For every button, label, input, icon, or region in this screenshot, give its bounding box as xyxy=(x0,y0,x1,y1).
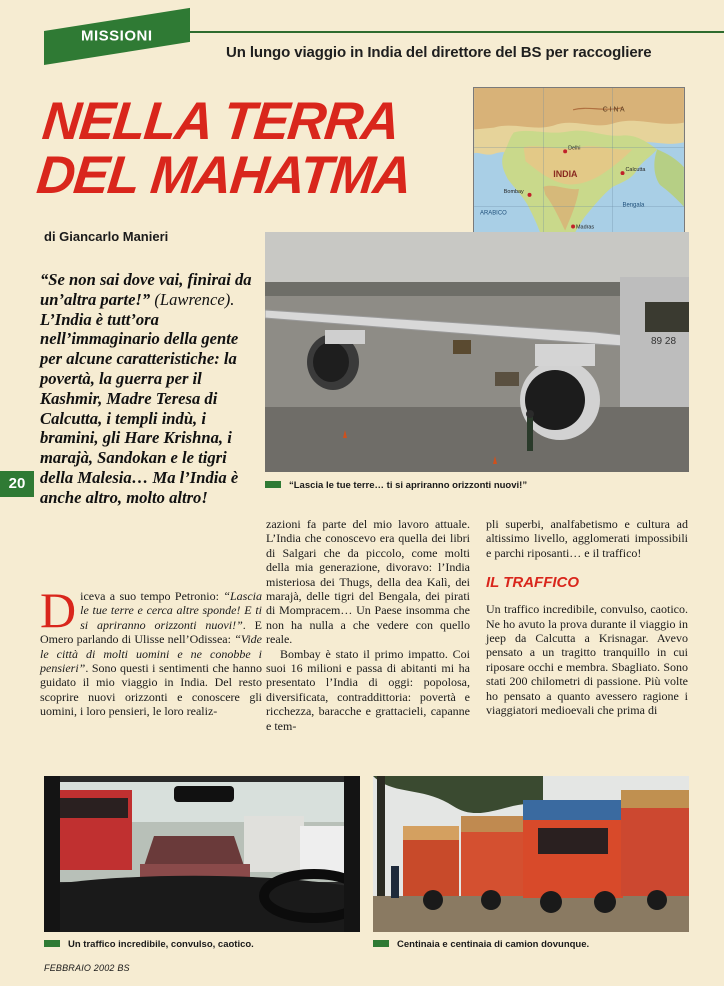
pull-quote-citation: “Se non sai dove vai, finirai da un’altra parte!” xyxy=(40,270,252,309)
column-3-paragraph-1: pli superbi, analfabetismo e cultura ad altissimo livello, agglomerati impossibili e parchi riposanti… e il traffico! xyxy=(486,517,688,560)
page-footer: FEBBRAIO 2002 BS xyxy=(44,963,130,973)
map-label-delhi: Delhi xyxy=(568,145,581,152)
headline-line-2: DEL MAHATMA xyxy=(34,146,414,205)
trucks-caption: Centinaia e centinaia di camion dovunque. xyxy=(373,939,589,950)
trucks-photo-graphic xyxy=(373,776,689,932)
article-subtitle: Un lungo viaggio in India del direttore del BS per raccogliere xyxy=(226,44,652,61)
traffic-photo-graphic xyxy=(44,776,360,932)
map-label-madras: Madras xyxy=(576,224,595,231)
airport-caption: “Lascia le tue terre… ti si apriranno orizzonti nuovi!” xyxy=(265,480,527,491)
caption-marker xyxy=(265,481,281,488)
pull-quote-author: (Lawrence). xyxy=(150,289,235,309)
caption-marker xyxy=(373,940,389,947)
drop-cap: D xyxy=(40,582,77,638)
map-label-arabico: ARABICO xyxy=(480,210,507,217)
airport-photo-graphic xyxy=(265,232,689,472)
article-column-3 xyxy=(486,517,688,717)
page-number: 20 xyxy=(0,471,34,497)
map-label-bombay: Bombay xyxy=(503,188,524,195)
map-label-cina: C I N A xyxy=(602,106,625,114)
column-2-paragraph-1: zazioni fa parte del mio lavoro attuale. L’India che conoscevo era quella dei libri di Salgari che da piccolo, come molti della mia generazione, divoravo: l’India misteriosa dei Thugs, della dea Kalì, dei marajà, delle tigri del Bengala, dei pirati di Mompracem… Un Paese insomma che non ha nulla a che vedere con quello reale. xyxy=(266,517,470,647)
pull-quote-text: L’India è tutt’ora nell’immaginario della gente per alcune caratteristiche: la povertà, la guerra per il Kashmir, Madre Teresa di Calcutta, i templi indù, i bramini, gli Hare Krishna, i marajà, Sandokan e le tigri della Malesia… Ma l’India è anche altro, molto altro! xyxy=(40,309,239,507)
column-3-paragraph-2: Un traffico incredibile, convulso, caotico. Ne ho avuto la prova durante il viaggio in jeep da Calcutta a Krisnagar. Avevo pensato a un tragitto tranquillo in cui riposare occhi e membra. Sbagliato. Sono stati 200 chilometri di passione. Più volte ho pensato a quanto avessero ragione i viaggiatori medioevali che prima di xyxy=(486,602,688,718)
map-label-india: INDIA xyxy=(553,169,578,180)
byline: di Giancarlo Manieri xyxy=(44,229,169,244)
map-label-calcutta: Calcutta xyxy=(625,167,646,174)
airport-photo xyxy=(265,232,689,472)
caption-marker xyxy=(44,940,60,947)
headline-line-1: NELLA TERRA xyxy=(39,92,402,151)
column-2-paragraph-2: Bombay è stato il primo impatto. Coi suoi 16 milioni e passa di abitanti mi ha presentato l’India di oggi: popolosa, diversificata, contraddittoria: povertà e ricchezza, baracche e grattacieli, capanne e tem- xyxy=(266,646,470,733)
map-label-bengala: Bengala xyxy=(622,202,645,209)
section-tag: MISSIONI xyxy=(44,8,190,65)
article-headline xyxy=(34,92,495,205)
traffic-photo xyxy=(44,776,360,932)
traffic-caption: Un traffico incredibile, convulso, caotico. xyxy=(44,939,254,950)
article-column-2 xyxy=(266,517,470,733)
pull-quote xyxy=(40,270,262,508)
article-column-1: Diceva a suo tempo Petronio: “Lascia le tue terre e cerca altre sponde! E ti si apriranno orizzonti nuovi!”. E Omero parlando di Ulisse nell’Odissea: “Vide le città di molti uomini e ne conobbe i pensieri”. Sono questi i sentimenti che hanno guidato il mio viaggio in India. Del resto scoprire nuovi orizzonti e conoscere gli uomini, i loro pensieri, le loro realiz- xyxy=(40,582,262,719)
airport-plane-code: 89 28 xyxy=(651,336,677,347)
trucks-photo xyxy=(373,776,689,932)
subheading-traffico: IL TRAFFICO xyxy=(486,574,580,592)
